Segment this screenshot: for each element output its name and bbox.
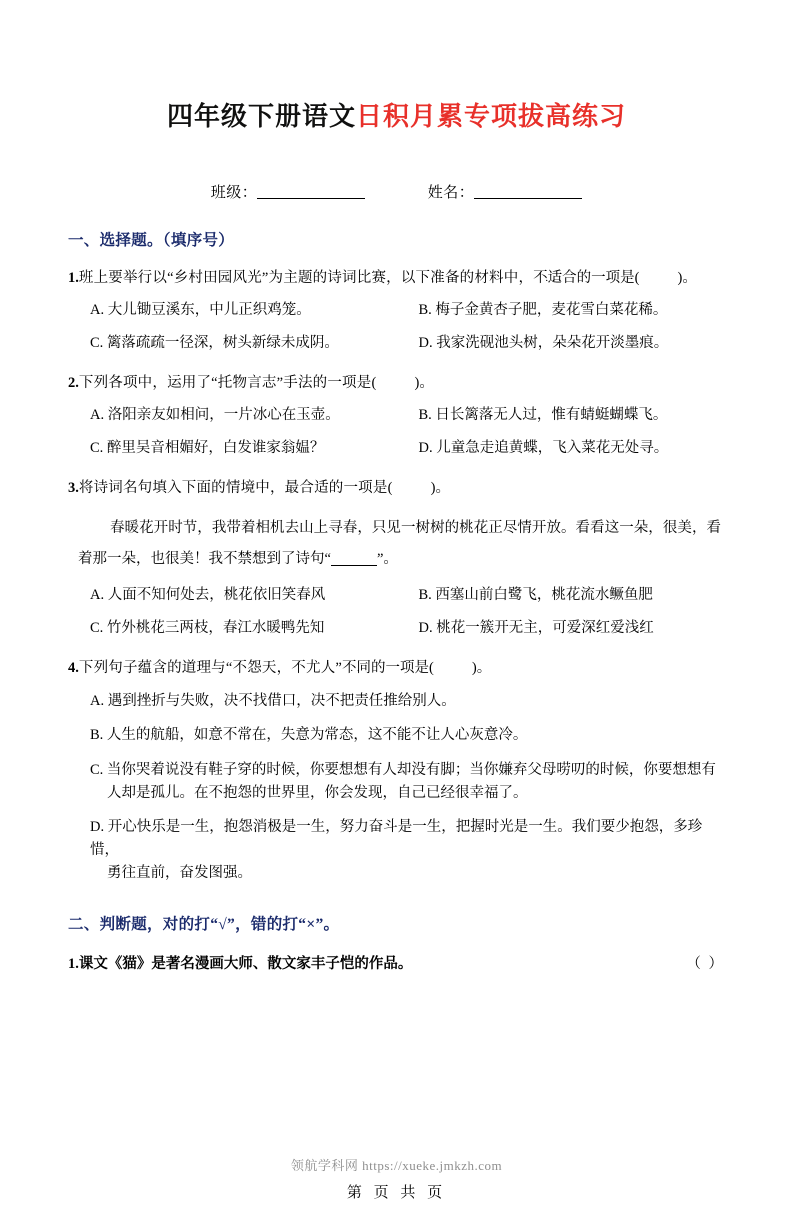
question-3-option-d[interactable]: D. 桃花一簇开无主，可爱深红爱浅红	[418, 620, 654, 637]
question-3	[68, 477, 725, 499]
name-blank[interactable]	[474, 198, 582, 199]
question-2-number: 2.	[68, 374, 79, 391]
question-1-option-b[interactable]: B. 梅子金黄杏子肥，麦花雪白菜花稀。	[418, 302, 668, 319]
question-1-option-c[interactable]: C. 篱落疏疏一径深，树头新绿未成阴。	[90, 335, 339, 352]
question-2-stem-a: 下列各项中，运用了“托物言志”手法的一项是(	[78, 374, 377, 391]
question-1-options	[68, 300, 725, 355]
question-3-option-row-1	[68, 585, 725, 607]
question-1	[68, 267, 725, 289]
question-4-option-d-main: D. 开心快乐是一生，抱怨消极是一生，努力奋斗是一生，把握时光是一生。我们要少抱怨，多珍惜，	[90, 819, 703, 859]
question-1-option-row-2	[68, 333, 725, 355]
question-3-passage-blank[interactable]	[331, 565, 377, 566]
question-4-stem-a: 下列句子蕴含的道理与“不怨天，不尤人”	[78, 659, 343, 676]
question-4-option-b-main: B. 人生的航船，如意不常在，失意为常态，这不能不让人心灰意冷。	[90, 727, 528, 744]
question-4-option-c-main: C. 当你哭着说没有鞋子穿的时候，你要想想有人却没有脚；当你嫌弃父母唠叨的时候，你要想想有	[90, 761, 716, 778]
question-2-options	[68, 405, 725, 460]
question-4-emphasis: 不同 ··	[342, 657, 371, 679]
question-3-passage-b: ”。	[376, 550, 398, 567]
class-blank[interactable]	[257, 198, 365, 199]
document-page	[0, 96, 793, 1218]
question-3-passage-a: 春暖花开时节，我带着相机去山上寻春，只见一树树的桃花正尽情开放。看看这一朵，很美，看着那一朵，也很美！我不禁想到了诗句“	[78, 520, 721, 567]
section-heading-1: 一、选择题。（填序号）	[68, 232, 235, 249]
question-4-number: 4.	[68, 659, 79, 676]
question-4-options	[68, 690, 725, 885]
tf-question-1-number: 1.	[68, 955, 79, 972]
question-3-options	[68, 585, 725, 640]
question-1-stem-a: 班上要举行以“乡村田园风光”为主题的诗词比赛，以下准备的材料中，	[78, 270, 534, 286]
name-label: 姓名：	[427, 185, 475, 201]
question-4-option-d-cont: 勇往直前，奋发图强。	[107, 865, 252, 882]
question-4-option-b[interactable]	[68, 724, 725, 747]
question-3-option-c[interactable]: C. 竹外桃花三两枝，春江水暖鸭先知	[90, 620, 325, 637]
question-1-option-a[interactable]: A. 大儿锄豆溪东，中儿正织鸡笼。	[90, 302, 311, 319]
question-3-passage	[68, 513, 725, 574]
question-1-option-row-1	[68, 300, 725, 322]
question-2-stem-c: )。	[414, 374, 434, 391]
page-number-footer: 第 页 共 页	[346, 1185, 447, 1201]
page-title-black: 四年级下册语文	[166, 102, 356, 131]
tf-question-1	[68, 952, 725, 973]
question-1-option-d[interactable]: D. 我家洗砚池头树，朵朵花开淡墨痕。	[418, 335, 669, 352]
question-1-number: 1.	[68, 270, 79, 286]
student-info-line	[68, 181, 725, 202]
tf-question-1-answer-box[interactable]: （ ）	[686, 955, 725, 972]
tf-question-1-stem: 课文《猫》是著名漫画大师、散文家丰子恺的作品。	[78, 955, 413, 972]
class-label: 班级：	[210, 185, 258, 201]
question-4	[68, 657, 725, 679]
question-1-stem-b: 的一项是(	[576, 270, 640, 286]
question-4-option-c[interactable]	[68, 759, 725, 805]
question-4-option-c-cont: 人却是孤儿。在不抱怨的世界里，你会发现，自己已经很幸福了。	[107, 784, 528, 801]
question-2-option-row-1	[68, 405, 725, 427]
question-3-option-b[interactable]: B. 西塞山前白鹭飞，桃花流水鳜鱼肥	[418, 587, 653, 604]
question-4-option-a-main: A. 遇到挫折与失败，决不找借口，决不把责任推给别人。	[90, 693, 456, 710]
question-2-option-row-2	[68, 438, 725, 460]
question-2-option-a[interactable]: A. 洛阳亲友如相问，一片冰心在玉壶。	[90, 407, 340, 424]
tf-question-1-text	[68, 952, 412, 973]
question-2-option-c[interactable]: C. 醉里吴音相媚好，白发谁家翁媪？	[90, 440, 325, 457]
question-3-stem-c: )。	[430, 479, 450, 496]
question-4-stem-c: )。	[471, 659, 492, 676]
question-3-stem-a: 将诗词名句填入下面的情境中，最合适的一项是(	[78, 479, 393, 496]
watermark-footer: 领航学科网 https://xueke.jmkzh.com	[290, 1158, 503, 1173]
name-field	[428, 181, 583, 202]
page-title-red: 日积月累专项拔高练习	[356, 102, 627, 131]
question-3-option-row-2	[68, 618, 725, 640]
question-4-stem-b: 的一项是(	[371, 659, 434, 676]
class-field	[211, 181, 366, 202]
question-2-option-d[interactable]: D. 儿童急走追黄蝶，飞入菜花无处寻。	[418, 440, 669, 457]
question-2	[68, 372, 725, 394]
question-1-stem-c: )。	[677, 270, 697, 286]
question-4-option-d[interactable]	[68, 816, 725, 886]
question-3-number: 3.	[68, 479, 79, 496]
question-4-option-a[interactable]	[68, 690, 725, 713]
page-title	[68, 96, 725, 133]
section-heading-2: 二、判断题，对的打“√”，错的打“×”。	[68, 915, 340, 933]
question-1-emphasis: 不适合 ···	[533, 267, 577, 289]
question-2-option-b[interactable]: B. 日长篱落无人过，惟有蜻蜓蝴蝶飞。	[418, 407, 668, 424]
question-3-option-a[interactable]: A. 人面不知何处去，桃花依旧笑春风	[90, 587, 326, 604]
